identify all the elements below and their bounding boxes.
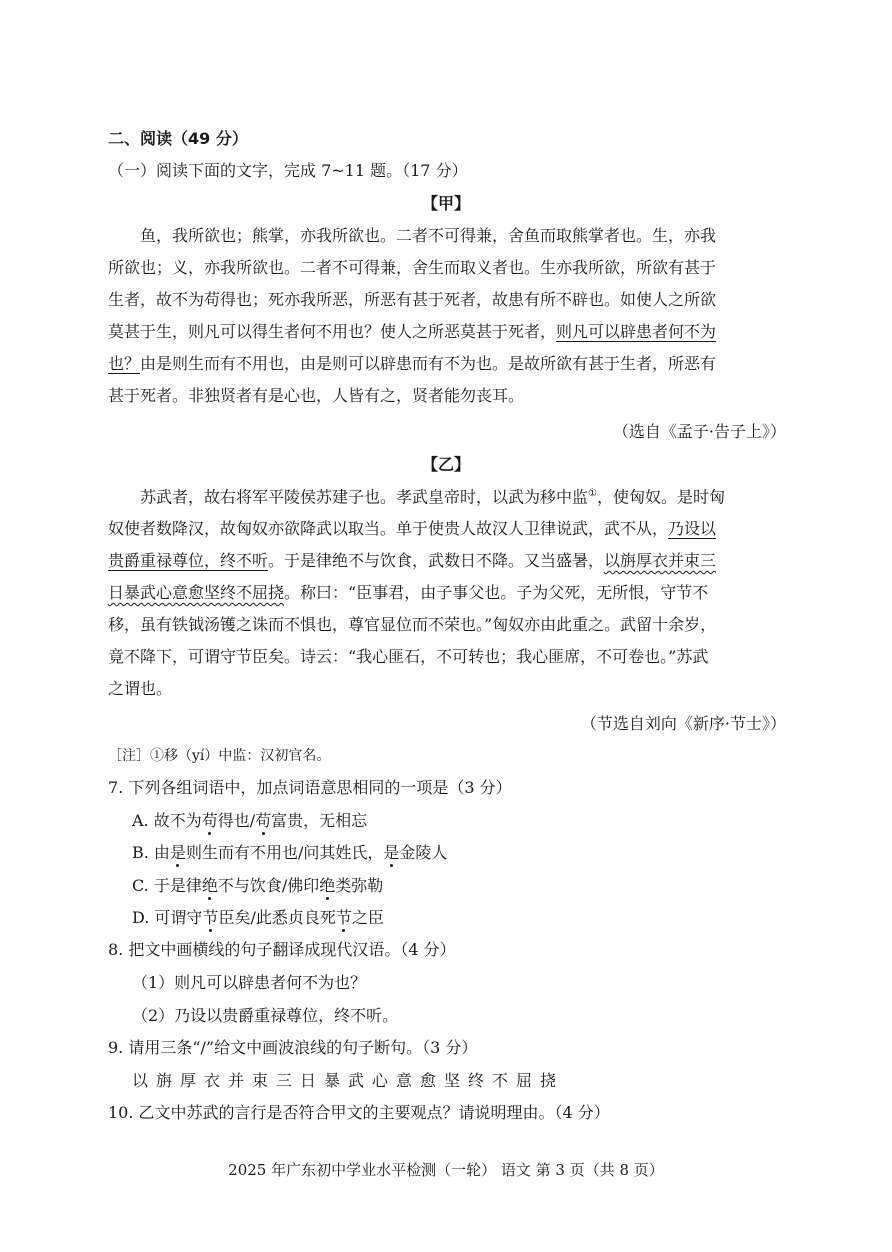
plain-text: 苏武者，故右将军平陵侯苏建子也。孝武皇帝时，以武为移中监 [140,487,589,507]
dotted-char: 是 [383,843,400,862]
passage-jia-source: （选自《孟子·告子上》） [612,422,786,441]
underlined-sentence: 乃设以 [668,519,717,538]
option-text: A. 故不为 [132,811,202,830]
annotation-note: ［注］①移（yí）中监：汉初官名。 [108,748,331,764]
option-text: 金陵人 [399,843,448,862]
underlined-sentence: 则凡可以辟患者何不为 [556,322,717,341]
plain-text: 。称曰：“臣事君，由子事父也。子为父死，无所恨，守节不 [284,583,709,602]
question-stem: 8. 把文中画横线的句子翻译成现代汉语。（4 分） [108,940,456,959]
passage-line: 生者，故不为苟得也；死亦我所恶，所恶有甚于死者，故患有所不辟也。如使人之所欲 [108,290,717,309]
passage-line [108,521,716,537]
question-stem: 7. 下列各组词语中，加点词语意思相同的一项是（3 分） [108,778,512,797]
plain-text: 奴使者数降汉，故匈奴亦欲降武以取当。单于使贵人故汉人卫律说武，武不从， [108,519,669,538]
passage-line: 移，虽有铁钺汤镬之诛而不惧也，尊官显位而不荣也。”匈奴亦由此重之。武留十余岁， [108,615,717,634]
option-text: 得也/ [217,811,256,830]
option-b [132,845,447,861]
plain-text: 莫甚于生，则凡可以得生者何不用也？使人之所恶莫甚于死者， [108,322,557,341]
option-c [132,878,383,894]
passage-line: 甚于死者。非独贤者有是心也，人皆有之，贤者能勿丧耳。 [108,386,525,405]
passage-line: 所欲也；义，亦我所欲也。二者不可得兼，舍生而取义者也。生亦我所欲，所欲有甚于 [108,258,717,277]
wavy-sentence: 以旃厚衣并束三 [604,551,717,570]
page-footer: 2025 年广东初中学业水平检测（一轮） 语文 第 3 页（共 8 页） [228,1161,664,1179]
option-text: D. 可谓守 [132,908,203,927]
option-text: C. 于是律 [132,876,202,895]
passage-line: 竟不降下，可谓守节臣矣。诗云：“我心匪石，不可转也；我心匪席，不可卷也。”苏武 [108,647,709,666]
underlined-sentence: 贵爵重禄尊位，终不听 [108,551,269,570]
question-stem: 10. 乙文中苏武的言行是否符合甲文的主要观点？请说明理由。（4 分） [108,1103,610,1122]
underlined-sentence: 也？ [108,354,141,373]
passage-yi-heading: 【乙】 [421,455,470,474]
option-a [132,813,367,829]
option-text: 之臣 [351,908,384,927]
passage-line: 之谓也。 [108,679,173,698]
option-text: 类弥勒 [335,876,384,895]
passage-line [108,324,716,340]
option-text: 不与饮食/佛印 [217,876,320,895]
option-text: 则生而有不用也/问其姓氏， [185,843,384,862]
dotted-char: 苟 [255,811,272,830]
wavy-sentence: 日暴武心意愈坚终不屈挠 [108,583,285,602]
dotted-char: 绝 [319,876,336,895]
passage-yi-source: （节选自刘向《新序·节士》） [580,714,786,733]
dotted-char: 节 [202,908,219,927]
dotted-char: 是 [169,843,186,862]
dotted-char: 节 [335,908,352,927]
option-text: 富贵，无相忘 [271,811,368,830]
footnote-marker: ① [588,488,597,499]
plain-text: ，使匈奴。是时匈 [596,487,725,507]
passage-line [108,356,716,372]
option-text: 臣矣/此悉贞良死 [218,908,336,927]
passage-line: 鱼，我所欲也；熊掌，亦我所欲也。二者不可得兼，舍鱼而取熊掌者也。生，亦我 [140,226,717,245]
part-instruction: （一）阅读下面的文字，完成 7~11 题。（17 分） [108,161,468,180]
passage-line [140,489,725,505]
translation-item-1: （1）则凡可以辟患者何不为也？ [132,973,367,992]
plain-text: 由是则生而有不用也，由是则可以辟患而有不为也。是故所欲有甚于生者，所恶有 [140,354,717,373]
option-text: B. 由 [132,843,170,862]
dotted-char: 苟 [201,811,218,830]
passage-line [108,585,708,601]
dotted-char: 绝 [201,876,218,895]
translation-item-2: （2）乃设以贵爵重禄尊位，终不听。 [132,1006,399,1025]
passage-line [108,553,716,569]
section-title: 二、阅读（49 分） [108,129,248,148]
question-stem: 9. 请用三条“/”给文中画波浪线的句子断句。（3 分） [108,1038,478,1057]
sentence-to-punctuate: 以旃厚衣并束三日暴武心意愈坚终不屈挠 [132,1071,565,1090]
passage-jia-heading: 【甲】 [421,194,470,213]
option-d [132,910,384,926]
plain-text: 。于是律绝不与饮食，武数日不降。又当盛暑， [268,551,605,570]
